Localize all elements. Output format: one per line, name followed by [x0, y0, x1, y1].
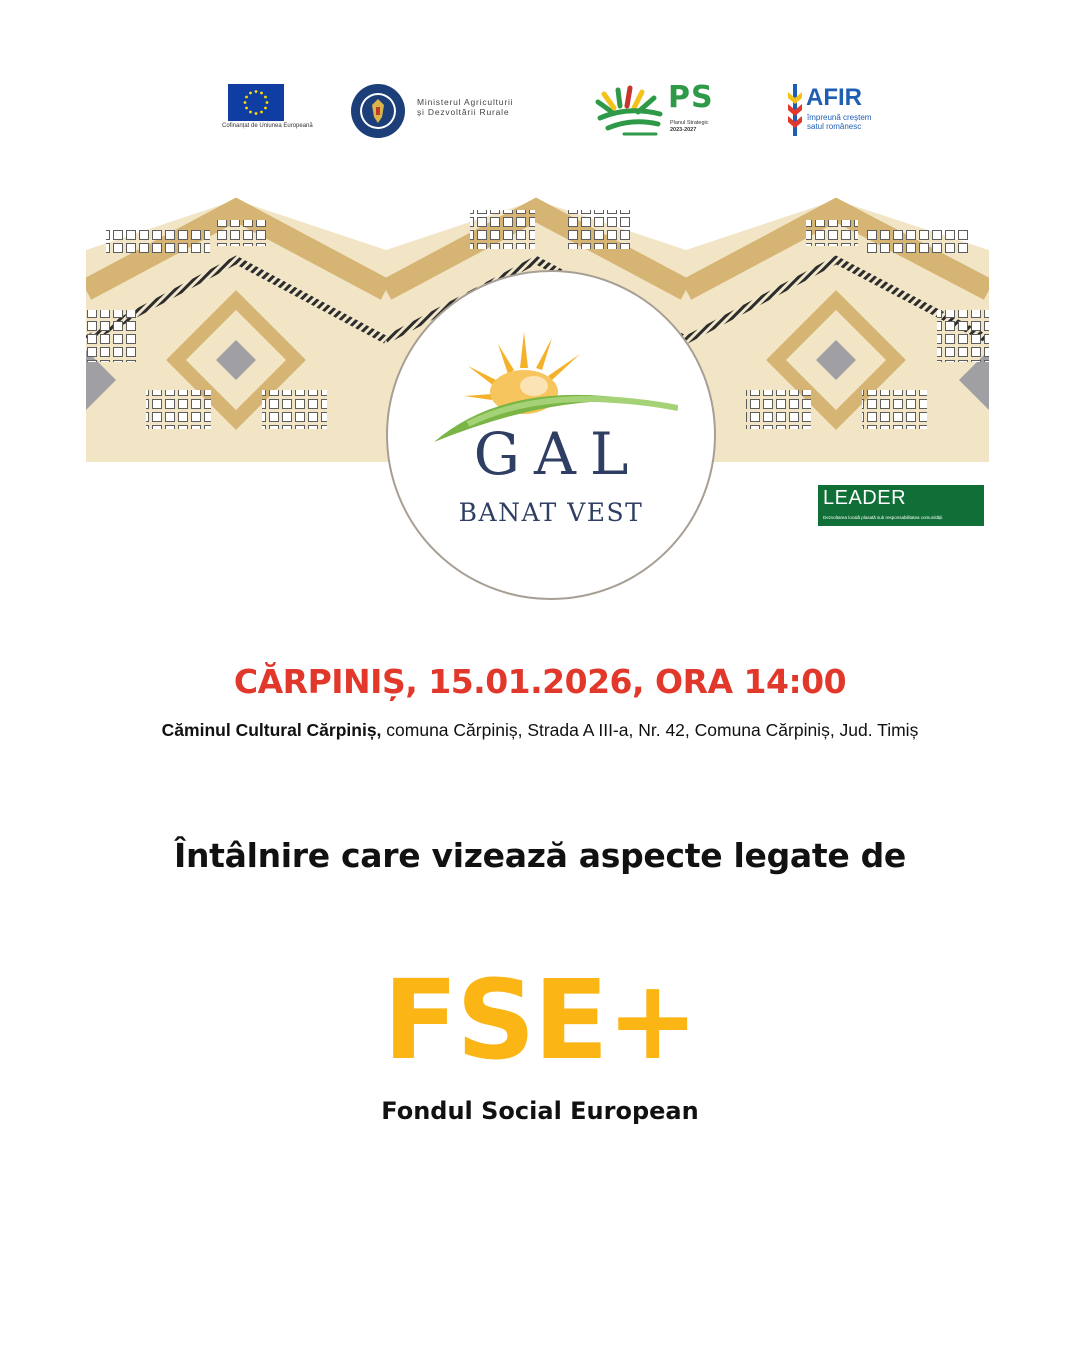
event-address — [0, 720, 1080, 741]
leader-badge — [818, 485, 984, 526]
ministry-name — [417, 97, 513, 117]
afir-slogan-line2: satul românesc — [807, 121, 862, 131]
gal-subtitle: BANAT VEST — [458, 498, 644, 527]
eu-caption: Cofinanțat de Uniunea Europeană — [222, 123, 313, 129]
event-venue: Căminul Cultural Cărpiniș, — [161, 720, 382, 740]
gal-title: GAL — [473, 420, 643, 488]
ps-wordmark: PS — [668, 80, 714, 115]
event-street-address: comuna Cărpiniș, Strada A III-a, Nr. 42, Comuna Cărpiniș, Jud. Timiș — [381, 720, 919, 740]
afir-slogan — [807, 114, 871, 131]
leader-wordmark: LEADER — [823, 487, 907, 509]
ministry-name-line1: Ministerul Agriculturii — [417, 97, 514, 107]
afir-wordmark: AFIR — [806, 84, 862, 111]
eu-cofinanced-logo — [222, 84, 313, 130]
afir-wheat-icon — [786, 82, 804, 138]
event-date-location: CĂRPINIȘ, 15.01.2026, ORA 14:00 — [233, 662, 847, 701]
afir-logo — [786, 82, 882, 138]
fund-name: Fondul Social European — [381, 1097, 699, 1125]
ps-caption-line1: Planul Strategic — [670, 120, 709, 126]
meeting-headline: Întâlnire care vizează aspecte legate de — [173, 836, 907, 875]
afir-slogan-line1: împreună creștem — [807, 113, 872, 122]
strategic-plan-emblem-icon — [594, 84, 666, 138]
strategic-plan-logo — [594, 80, 724, 140]
government-seal-icon — [350, 83, 406, 139]
leader-tagline: Dezvoltarea locală plasată sub responsabilitatea comunității — [823, 515, 943, 520]
gal-logo-circle — [386, 270, 716, 600]
fund-acronym: FSE+ — [383, 956, 697, 1084]
eu-flag-icon — [228, 84, 284, 121]
ps-caption — [670, 120, 709, 134]
ministry-logo — [350, 82, 513, 140]
ps-caption-line2: 2023-2027 — [670, 127, 697, 133]
ministry-name-line2: și Dezvoltării Rurale — [417, 107, 510, 117]
